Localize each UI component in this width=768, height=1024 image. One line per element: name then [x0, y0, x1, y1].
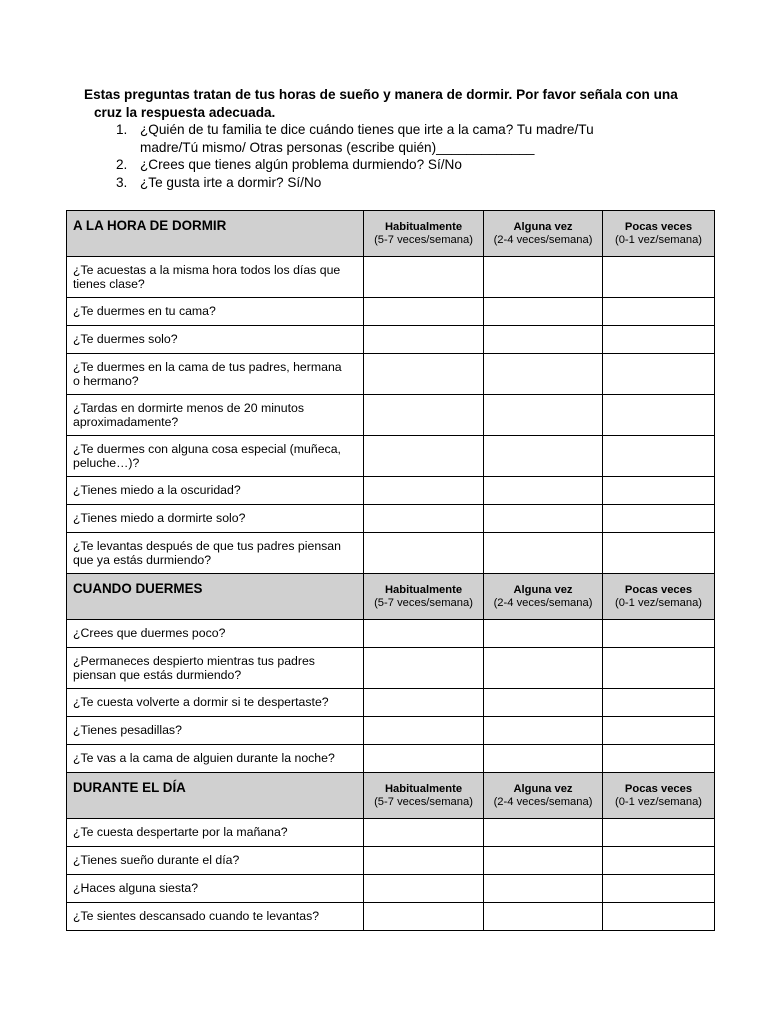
question-text: ¿Te duermes solo? [73, 332, 178, 347]
frequency-range: (2-4 veces/semana) [493, 795, 593, 808]
question-row [67, 620, 715, 648]
frequency-range: (5-7 veces/semana) [374, 596, 473, 609]
question-row [67, 298, 715, 326]
frequency-label: Alguna vez [513, 583, 573, 596]
question-row [67, 354, 715, 395]
answer-checkbox-cell[interactable] [603, 620, 715, 648]
answer-checkbox-cell[interactable] [364, 505, 484, 533]
answer-checkbox-cell[interactable] [364, 326, 484, 354]
question-text: ¿Tienes miedo a dormirte solo? [73, 511, 246, 526]
question-text: ¿Permaneces despierto mientras tus padres [73, 653, 315, 668]
section-header-row [67, 574, 715, 620]
answer-checkbox-cell[interactable] [364, 620, 484, 648]
preliminary-questions [84, 121, 704, 191]
frequency-column-header [364, 773, 484, 819]
answer-checkbox-cell[interactable] [603, 847, 715, 875]
intro-instructions: Estas preguntas tratan de tus horas de sueño y manera de dormir. Por favor señala con una cruz la respuesta adecuada. [84, 87, 678, 120]
frequency-column-header [603, 211, 715, 257]
frequency-label: Pocas veces [624, 220, 693, 233]
question-row [67, 819, 715, 847]
question-text-continued: tienes clase? [73, 277, 145, 291]
question-cell [67, 819, 364, 847]
answer-checkbox-cell[interactable] [603, 298, 715, 326]
question-cell [67, 717, 364, 745]
answer-checkbox-cell[interactable] [364, 745, 484, 773]
question-cell [67, 354, 364, 395]
question-cell [67, 875, 364, 903]
frequency-range: (0-1 vez/semana) [614, 233, 703, 246]
question-row [67, 505, 715, 533]
question-text-continued: o hermano? [73, 374, 139, 388]
question-row [67, 533, 715, 574]
answer-checkbox-cell[interactable] [364, 689, 484, 717]
answer-checkbox-cell[interactable] [364, 648, 484, 689]
frequency-label: Habitualmente [384, 220, 463, 233]
question-text: ¿Te acuestas a la misma hora todos los días que [73, 262, 341, 277]
question-row [67, 903, 715, 931]
question-row [67, 847, 715, 875]
question-cell [67, 533, 364, 574]
frequency-label: Habitualmente [384, 583, 463, 596]
frequency-column-header [364, 574, 484, 620]
question-text: ¿Te duermes con alguna cosa especial (muñeca, [73, 441, 341, 456]
frequency-range: (0-1 vez/semana) [614, 596, 703, 609]
section-header-row [67, 211, 715, 257]
question-row [67, 395, 715, 436]
question-text: ¿Tienes pesadillas? [73, 723, 182, 738]
question-text: ¿Te gusta irte a dormir? Sí/No [140, 174, 322, 190]
answer-checkbox-cell[interactable] [603, 395, 715, 436]
answer-checkbox-cell[interactable] [484, 477, 603, 505]
question-cell [67, 395, 364, 436]
answer-checkbox-cell[interactable] [364, 875, 484, 903]
question-text: ¿Te duermes en tu cama? [73, 304, 216, 319]
question-text-continued: que ya estás durmiendo? [73, 553, 212, 567]
answer-checkbox-cell[interactable] [484, 298, 603, 326]
frequency-column-header [484, 574, 603, 620]
intro-block [84, 86, 704, 191]
answer-checkbox-cell[interactable] [603, 257, 715, 298]
question-cell [67, 257, 364, 298]
answer-checkbox-cell[interactable] [603, 745, 715, 773]
question-text-continued: madre/Tú mismo/ Otras personas (escribe quién)_____________ [140, 139, 535, 155]
question-cell [67, 436, 364, 477]
answer-checkbox-cell[interactable] [603, 648, 715, 689]
section-title: DURANTE EL DÍA [67, 773, 364, 819]
answer-checkbox-cell[interactable] [484, 648, 603, 689]
frequency-range: (0-1 vez/semana) [614, 795, 703, 808]
answer-checkbox-cell[interactable] [364, 847, 484, 875]
frequency-column-header [484, 211, 603, 257]
question-cell [67, 326, 364, 354]
frequency-label: Pocas veces [624, 583, 693, 596]
question-row [67, 875, 715, 903]
question-text: ¿Te cuesta volverte a dormir si te despertaste? [73, 695, 329, 710]
answer-checkbox-cell[interactable] [484, 745, 603, 773]
answer-checkbox-cell[interactable] [484, 505, 603, 533]
question-text: ¿Tienes miedo a la oscuridad? [73, 483, 241, 498]
answer-checkbox-cell[interactable] [364, 717, 484, 745]
question-text: ¿Haces alguna siesta? [73, 881, 199, 896]
question-cell [67, 505, 364, 533]
answer-checkbox-cell[interactable] [364, 395, 484, 436]
frequency-column-header [603, 574, 715, 620]
answer-checkbox-cell[interactable] [603, 903, 715, 931]
answer-checkbox-cell[interactable] [484, 395, 603, 436]
question-item [84, 156, 704, 174]
answer-checkbox-cell[interactable] [484, 354, 603, 395]
answer-checkbox-cell[interactable] [603, 436, 715, 477]
answer-checkbox-cell[interactable] [364, 819, 484, 847]
question-text: ¿Te sientes descansado cuando te levantas? [73, 909, 320, 924]
question-row [67, 477, 715, 505]
question-row [67, 436, 715, 477]
question-item [84, 121, 704, 156]
answer-checkbox-cell[interactable] [484, 903, 603, 931]
question-text: ¿Te cuesta despertarte por la mañana? [73, 825, 288, 840]
frequency-column-header [603, 773, 715, 819]
answer-checkbox-cell[interactable] [603, 689, 715, 717]
frequency-column-header [364, 211, 484, 257]
question-row [67, 717, 715, 745]
frequency-label: Pocas veces [624, 782, 693, 795]
answer-checkbox-cell[interactable] [364, 257, 484, 298]
frequency-label: Habitualmente [384, 782, 463, 795]
question-text: ¿Crees que tienes algún problema durmiendo? Sí/No [140, 157, 462, 172]
question-item [84, 174, 704, 192]
question-cell [67, 903, 364, 931]
question-number: 3. [116, 174, 128, 190]
frequency-column-header [484, 773, 603, 819]
question-cell [67, 745, 364, 773]
question-cell [67, 847, 364, 875]
question-text-continued: peluche…)? [73, 456, 140, 470]
question-number: 2. [116, 157, 128, 172]
question-text: ¿Te vas a la cama de alguien durante la noche? [73, 751, 335, 766]
question-row [67, 689, 715, 717]
question-row [67, 257, 715, 298]
answer-checkbox-cell[interactable] [603, 717, 715, 745]
question-text: ¿Tardas en dormirte menos de 20 minutos [73, 400, 305, 415]
question-number: 1. [116, 122, 128, 137]
answer-checkbox-cell[interactable] [364, 298, 484, 326]
answer-checkbox-cell[interactable] [484, 847, 603, 875]
answer-checkbox-cell[interactable] [484, 875, 603, 903]
answer-checkbox-cell[interactable] [484, 436, 603, 477]
answer-checkbox-cell[interactable] [603, 875, 715, 903]
question-row [67, 326, 715, 354]
question-cell [67, 298, 364, 326]
section-title: A LA HORA DE DORMIR [67, 211, 364, 257]
answer-checkbox-cell[interactable] [484, 326, 603, 354]
answer-checkbox-cell[interactable] [484, 717, 603, 745]
question-cell [67, 477, 364, 505]
frequency-label: Alguna vez [513, 782, 573, 795]
question-row [67, 745, 715, 773]
answer-checkbox-cell[interactable] [484, 257, 603, 298]
question-text: ¿Te levantas después de que tus padres piensan [73, 538, 341, 553]
question-text: ¿Te duermes en la cama de tus padres, hermana [73, 359, 342, 374]
question-row [67, 648, 715, 689]
answer-checkbox-cell[interactable] [603, 326, 715, 354]
question-text-continued: piensan que estás durmiendo? [73, 668, 242, 682]
answer-checkbox-cell[interactable] [484, 819, 603, 847]
frequency-range: (5-7 veces/semana) [374, 795, 473, 808]
frequency-range: (2-4 veces/semana) [493, 233, 593, 246]
question-cell [67, 620, 364, 648]
answer-checkbox-cell[interactable] [364, 436, 484, 477]
answer-checkbox-cell[interactable] [364, 354, 484, 395]
sleep-survey-table [66, 210, 715, 931]
answer-checkbox-cell[interactable] [364, 477, 484, 505]
question-text: ¿Quién de tu familia te dice cuándo tienes que irte a la cama? Tu madre/Tu [140, 122, 594, 137]
question-cell [67, 648, 364, 689]
answer-checkbox-cell[interactable] [484, 533, 603, 574]
question-text: ¿Tienes sueño durante el día? [73, 853, 240, 868]
answer-checkbox-cell[interactable] [364, 903, 484, 931]
frequency-label: Alguna vez [513, 220, 573, 233]
answer-checkbox-cell[interactable] [484, 689, 603, 717]
question-cell [67, 689, 364, 717]
answer-checkbox-cell[interactable] [364, 533, 484, 574]
question-text: ¿Crees que duermes poco? [73, 626, 226, 641]
answer-checkbox-cell[interactable] [603, 505, 715, 533]
answer-checkbox-cell[interactable] [603, 477, 715, 505]
question-text-continued: aproximadamente? [73, 415, 179, 429]
answer-checkbox-cell[interactable] [603, 533, 715, 574]
answer-checkbox-cell[interactable] [603, 819, 715, 847]
frequency-range: (2-4 veces/semana) [493, 596, 593, 609]
answer-checkbox-cell[interactable] [603, 354, 715, 395]
section-header-row [67, 773, 715, 819]
frequency-range: (5-7 veces/semana) [374, 233, 473, 246]
section-title: CUANDO DUERMES [67, 574, 364, 620]
answer-checkbox-cell[interactable] [484, 620, 603, 648]
